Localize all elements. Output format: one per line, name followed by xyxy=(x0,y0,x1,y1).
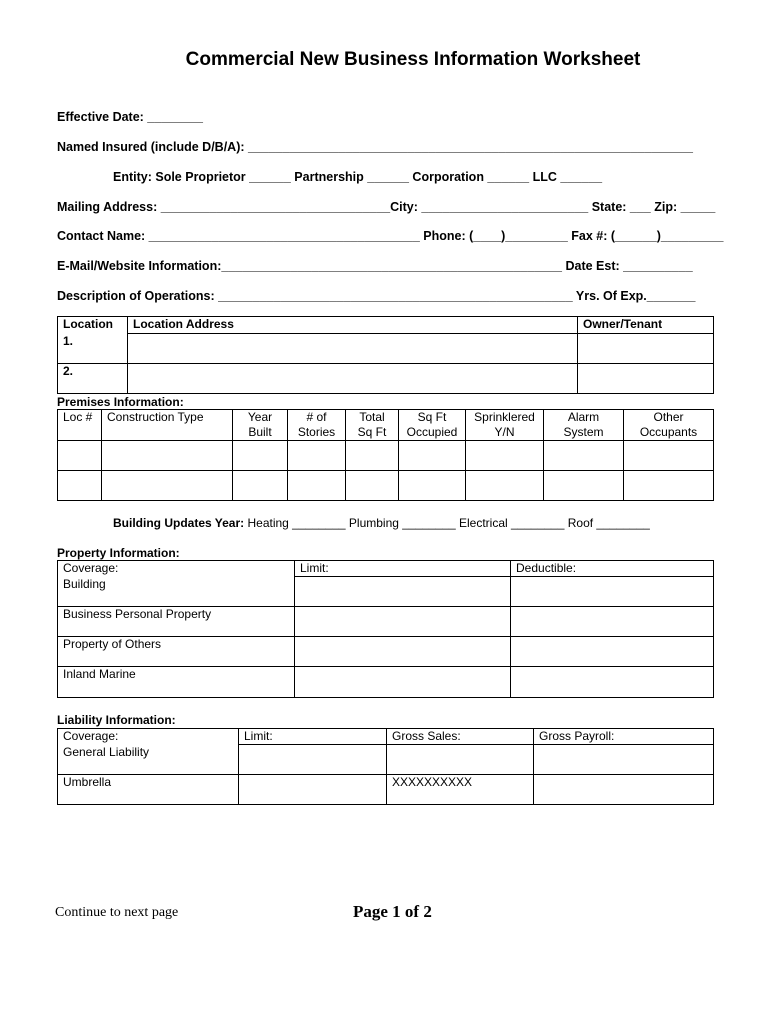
premises-header: # of Stories xyxy=(288,410,346,441)
premises-cell[interactable] xyxy=(466,441,544,471)
table-row xyxy=(58,441,714,471)
limit-cell[interactable] xyxy=(295,577,511,607)
premises-header: Sprinklered Y/N xyxy=(466,410,544,441)
premises-cell[interactable] xyxy=(233,441,288,471)
premises-cell[interactable] xyxy=(624,471,714,501)
gross-payroll-cell[interactable] xyxy=(534,775,714,805)
coverage-label: Building xyxy=(58,577,295,607)
gross-sales-cell: XXXXXXXXXX xyxy=(387,775,534,805)
coverage-label: Business Personal Property xyxy=(58,607,295,637)
coverage-label: General Liability xyxy=(58,745,239,775)
premises-label: Premises Information: xyxy=(57,395,184,409)
location-number: 2. xyxy=(58,364,128,394)
premises-header: Alarm System xyxy=(544,410,624,441)
contact-name-field[interactable]: Contact Name: _______________________________________ Phone: (____)_________ Fax #: (______)_________ xyxy=(57,229,724,243)
limit-cell[interactable] xyxy=(295,637,511,667)
location-table xyxy=(57,316,714,394)
premises-cell[interactable] xyxy=(58,471,102,501)
coverage-label: Property of Others xyxy=(58,637,295,667)
premises-header: Sq Ft Occupied xyxy=(399,410,466,441)
deductible-cell[interactable] xyxy=(511,577,714,607)
table-row xyxy=(58,471,714,501)
liability-header: Gross Payroll: xyxy=(534,729,714,745)
premises-cell[interactable] xyxy=(288,471,346,501)
gross-sales-cell[interactable] xyxy=(387,745,534,775)
premises-cell[interactable] xyxy=(58,441,102,471)
liability-header: Limit: xyxy=(239,729,387,745)
limit-cell[interactable] xyxy=(295,607,511,637)
owner-tenant-cell[interactable] xyxy=(578,334,714,364)
email-website-field[interactable]: E-Mail/Website Information:_________________________________________________ Date Est: __________ xyxy=(57,259,693,273)
liability-table xyxy=(57,728,714,805)
deductible-cell[interactable] xyxy=(511,637,714,667)
premises-cell[interactable] xyxy=(399,471,466,501)
property-header: Deductible: xyxy=(511,561,714,577)
building-updates-label: Building Updates Year: xyxy=(113,516,245,530)
deductible-cell[interactable] xyxy=(511,667,714,698)
coverage-label: Umbrella xyxy=(58,775,239,805)
table-row xyxy=(58,667,714,698)
table-row xyxy=(58,745,714,775)
location-address-cell[interactable] xyxy=(128,364,578,394)
property-header: Coverage: xyxy=(58,561,295,577)
liability-label: Liability Information: xyxy=(57,713,176,727)
location-address-cell[interactable] xyxy=(128,334,578,364)
property-table xyxy=(57,560,714,698)
premises-cell[interactable] xyxy=(233,471,288,501)
premises-cell[interactable] xyxy=(624,441,714,471)
premises-header: Loc # xyxy=(58,410,102,441)
named-insured-field[interactable]: Named Insured (include D/B/A): ________________________________________________________________ xyxy=(57,140,693,154)
mailing-address-field[interactable]: Mailing Address: _________________________________City: ________________________ State: ___ Zip: _____ xyxy=(57,200,716,214)
liability-header: Coverage: xyxy=(58,729,239,745)
premises-header: Total Sq Ft xyxy=(346,410,399,441)
premises-cell[interactable] xyxy=(346,471,399,501)
premises-cell[interactable] xyxy=(346,441,399,471)
table-row xyxy=(58,775,714,805)
continue-note: Continue to next page xyxy=(55,905,179,920)
premises-header: Other Occupants xyxy=(624,410,714,441)
coverage-label: Inland Marine xyxy=(58,667,295,698)
liability-header: Gross Sales: xyxy=(387,729,534,745)
description-operations-field[interactable]: Description of Operations: ___________________________________________________ Yrs. Of Exp._______ xyxy=(57,289,696,303)
gross-payroll-cell[interactable] xyxy=(534,745,714,775)
building-updates-fields[interactable]: Heating ________ Plumbing ________ Electrical ________ Roof ________ xyxy=(247,516,650,530)
table-row xyxy=(58,607,714,637)
premises-table xyxy=(57,409,714,501)
premises-cell[interactable] xyxy=(544,471,624,501)
deductible-cell[interactable] xyxy=(511,607,714,637)
premises-cell[interactable] xyxy=(544,441,624,471)
location-number: 1. xyxy=(58,334,128,364)
table-row xyxy=(58,364,714,394)
limit-cell[interactable] xyxy=(239,775,387,805)
table-row xyxy=(58,334,714,364)
building-updates-row xyxy=(113,516,650,530)
premises-header: Year Built xyxy=(233,410,288,441)
premises-header: Construction Type xyxy=(102,410,233,441)
owner-tenant-cell[interactable] xyxy=(578,364,714,394)
premises-cell[interactable] xyxy=(102,471,233,501)
location-address-header: Location Address xyxy=(128,317,578,334)
effective-date-field[interactable]: Effective Date: ________ xyxy=(57,110,203,124)
limit-cell[interactable] xyxy=(295,667,511,698)
property-label: Property Information: xyxy=(57,546,180,560)
premises-cell[interactable] xyxy=(466,471,544,501)
table-row xyxy=(58,577,714,607)
premises-cell[interactable] xyxy=(288,441,346,471)
premises-cell[interactable] xyxy=(399,441,466,471)
limit-cell[interactable] xyxy=(239,745,387,775)
premises-cell[interactable] xyxy=(102,441,233,471)
page-number: Page 1 of 2 xyxy=(353,902,432,921)
table-row xyxy=(58,637,714,667)
owner-tenant-header: Owner/Tenant xyxy=(578,317,714,334)
property-header: Limit: xyxy=(295,561,511,577)
entity-field[interactable]: Entity: Sole Proprietor ______ Partnership ______ Corporation ______ LLC ______ xyxy=(113,170,603,184)
location-header: Location xyxy=(58,317,128,334)
page-title: Commercial New Business Information Worksheet xyxy=(185,49,641,70)
